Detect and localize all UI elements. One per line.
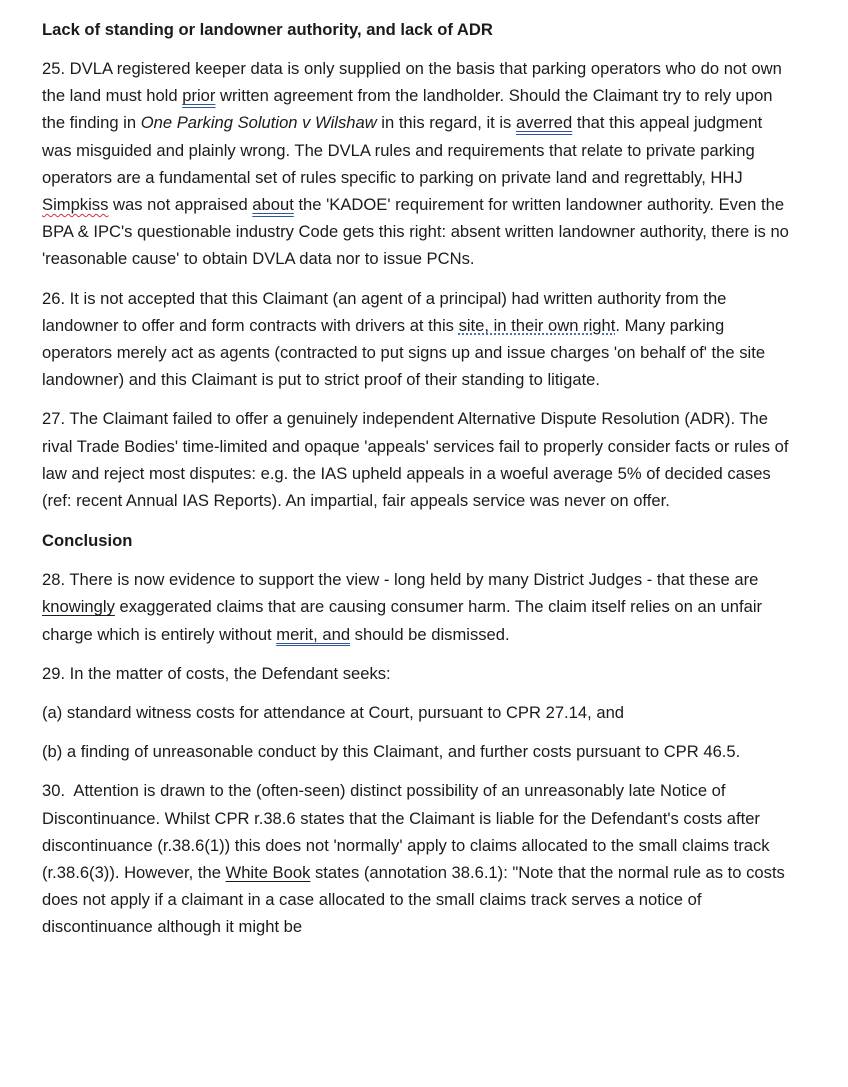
paragraph-30 <box>42 777 792 940</box>
paragraph-26 <box>42 285 792 394</box>
p30-text-1: 30. Attention is drawn to the (often-seen) distinct possibility of an unreasonably late Notice of Discontinuance. Whilst CPR r.38.6 states that the Claimant is liable for the Defendant's costs after discontinuance (r.38.6(1)) this does not 'normally' apply to claims allocated to the small claims track (r.38.6(3)). However, the <box>42 781 775 883</box>
p25-text-3: in this regard, it is <box>376 113 516 133</box>
p26-text-1: 26. It is not accepted that this Claimant (an agent of a principal) had written authority from the landowner to offer and form contracts with drivers at this <box>42 288 732 335</box>
p28-text-1: 28. There is now evidence to support the view - long held by many District Judges - that these are <box>42 570 763 590</box>
p28-flag-knowingly[interactable]: knowingly <box>42 597 115 617</box>
p25-text-4: that this appeal judgment was misguided and plainly wrong. The DVLA rules and requirements that relate to private parking operators are a fundamental set of rules specific to parking on private land and regrettably, HHJ <box>42 113 767 187</box>
p25-grammar-flag-averred[interactable]: averred <box>515 113 573 133</box>
p30-text-2: states (annotation 38.6.1): "Note that the normal rule as to costs does not apply if a claimant in a case allocated to the small claims track serves a notice of discontinuance although it might be <box>42 863 790 937</box>
paragraph-29a: (a) standard witness costs for attendance at Court, pursuant to CPR 27.14, and <box>42 703 625 723</box>
p25-text-5: was not appraised <box>108 195 253 215</box>
p28-text-2: exaggerated claims that are causing consumer harm. The claim itself relies on an unfair charge which is entirely without <box>42 597 767 644</box>
p25-grammar-flag-prior[interactable]: prior <box>182 86 216 106</box>
p25-grammar-flag-about[interactable]: about <box>252 195 294 215</box>
p25-text-6: the 'KADOE' requirement for written landowner authority. Even the BPA & IPC's questionable industry Code gets this right: absent written landowner authority, there is no 'reasonable cause' to obtain DVLA data nor to issue PCNs. <box>42 195 794 269</box>
heading-standing-adr: Lack of standing or landowner authority, and lack of ADR <box>42 20 493 39</box>
p30-white-book-link[interactable]: White Book <box>225 863 311 883</box>
p25-text-2: written agreement from the landholder. Should the Claimant try to rely upon the finding in <box>42 86 778 133</box>
paragraph-25 <box>42 55 792 273</box>
paragraph-28 <box>42 566 792 648</box>
paragraph-27: 27. The Claimant failed to offer a genuinely independent Alternative Dispute Resolution (ADR). The rival Trade Bodies' time-limited and opaque 'appeals' services fail to properly consider facts or rules of law and reject most disputes: e.g. the IAS upheld appeals in a woeful average 5% of decided cases (ref: recent Annual IAS Reports). An impartial, fair appeals service was never on offer. <box>42 409 794 511</box>
p25-text-1: 25. DVLA registered keeper data is only supplied on the basis that parking operators who do not own the land must hold <box>42 59 787 106</box>
p25-spelling-flag-simpkiss[interactable]: Simpkiss <box>42 195 109 215</box>
p28-grammar-flag-merit[interactable]: merit, and <box>276 624 351 644</box>
paragraph-29: 29. In the matter of costs, the Defendant seeks: <box>42 663 391 683</box>
paragraph-29b: (b) a finding of unreasonable conduct by this Claimant, and further costs pursuant to CPR 46.5. <box>42 742 741 762</box>
p28-text-3: should be dismissed. <box>350 624 510 644</box>
p26-text-2: . Many parking operators merely act as agents (contracted to put signs up and issue charges 'on behalf of' the site landowner) and this Claimant is put to strict proof of their standing to litigate. <box>42 315 770 390</box>
p25-case-name: One Parking Solution v Wilshaw <box>140 113 377 133</box>
p26-style-flag-site[interactable]: site, in their own right <box>458 315 616 335</box>
heading-conclusion: Conclusion <box>42 531 133 551</box>
